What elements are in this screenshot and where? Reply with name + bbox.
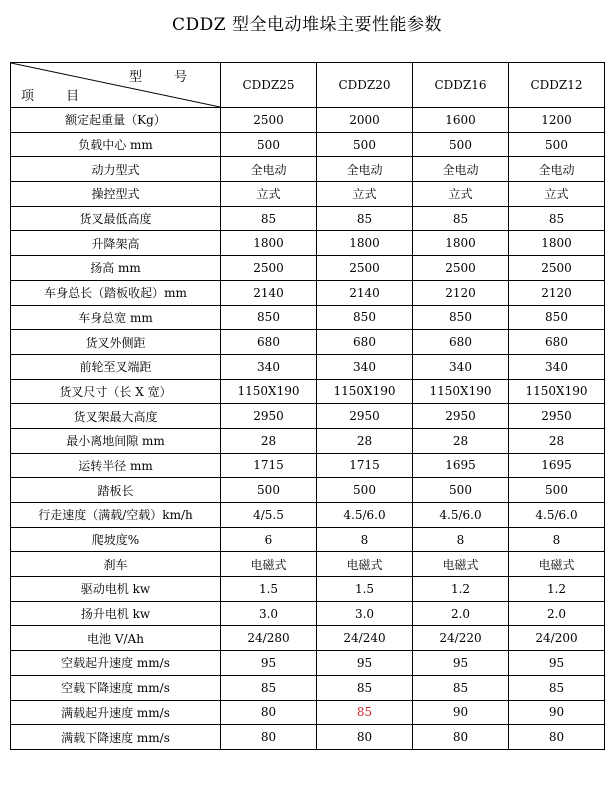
value-cell: 24/280 (221, 626, 317, 651)
value-cell: 立式 (509, 182, 605, 207)
value-cell: 全电动 (317, 157, 413, 182)
value-cell: 340 (317, 354, 413, 379)
value-cell: 4/5.5 (221, 503, 317, 528)
value-cell: 8 (509, 527, 605, 552)
value-cell: 500 (221, 478, 317, 503)
row-label: 额定起重量（Kg） (11, 108, 221, 133)
row-label: 踏板长 (11, 478, 221, 503)
table-row (11, 280, 605, 305)
row-label: 负载中心 mm (11, 132, 221, 157)
table-row (11, 404, 605, 429)
value-cell: 24/220 (413, 626, 509, 651)
table-row (11, 577, 605, 602)
value-cell: 2.0 (413, 601, 509, 626)
value-cell: 680 (221, 330, 317, 355)
value-cell: 2950 (317, 404, 413, 429)
value-cell: 2500 (221, 256, 317, 281)
table-row (11, 231, 605, 256)
value-cell: 1800 (413, 231, 509, 256)
value-cell: 1695 (413, 453, 509, 478)
value-cell: 24/240 (317, 626, 413, 651)
row-label: 刹车 (11, 552, 221, 577)
value-cell: 500 (413, 132, 509, 157)
value-cell: 85 (413, 206, 509, 231)
value-cell: 4.5/6.0 (509, 503, 605, 528)
model-header-cddz12: CDDZ12 (509, 63, 605, 108)
value-cell: 1715 (317, 453, 413, 478)
value-cell: 680 (413, 330, 509, 355)
value-cell: 85 (221, 675, 317, 700)
value-cell: 500 (509, 132, 605, 157)
value-cell: 2000 (317, 108, 413, 133)
value-cell: 340 (221, 354, 317, 379)
value-cell: 80 (413, 725, 509, 750)
table-row (11, 108, 605, 133)
table-row (11, 256, 605, 281)
value-cell: 1800 (221, 231, 317, 256)
table-row (11, 503, 605, 528)
row-label: 扬升电机 kw (11, 601, 221, 626)
value-cell: 28 (221, 428, 317, 453)
row-label: 货叉外侧距 (11, 330, 221, 355)
value-cell: 85 (509, 206, 605, 231)
table-row (11, 700, 605, 725)
value-cell: 全电动 (413, 157, 509, 182)
value-cell: 4.5/6.0 (317, 503, 413, 528)
value-cell: 1150X190 (221, 379, 317, 404)
value-cell: 500 (509, 478, 605, 503)
row-label: 货叉架最大高度 (11, 404, 221, 429)
value-cell: 2500 (221, 108, 317, 133)
row-label: 爬坡度% (11, 527, 221, 552)
value-cell: 8 (317, 527, 413, 552)
table-row (11, 132, 605, 157)
value-cell: 3.0 (317, 601, 413, 626)
table-row (11, 428, 605, 453)
value-cell: 85 (413, 675, 509, 700)
value-cell: 1.2 (509, 577, 605, 602)
value-cell: 90 (413, 700, 509, 725)
value-cell: 1695 (509, 453, 605, 478)
value-cell: 340 (509, 354, 605, 379)
value-cell: 85 (317, 675, 413, 700)
table-row (11, 552, 605, 577)
value-cell: 500 (317, 478, 413, 503)
value-cell: 2140 (221, 280, 317, 305)
value-cell: 850 (509, 305, 605, 330)
value-cell: 2120 (509, 280, 605, 305)
value-cell: 1.2 (413, 577, 509, 602)
model-header-cddz20: CDDZ20 (317, 63, 413, 108)
value-cell: 95 (317, 651, 413, 676)
row-label: 货叉尺寸（长 X 宽） (11, 379, 221, 404)
row-label: 电池 V/Ah (11, 626, 221, 651)
value-cell: 立式 (317, 182, 413, 207)
corner-item-label: 项 目 (21, 89, 94, 104)
value-cell: 电磁式 (413, 552, 509, 577)
table-row (11, 157, 605, 182)
value-cell: 2950 (509, 404, 605, 429)
row-label: 货叉最低高度 (11, 206, 221, 231)
row-label: 车身总长（踏板收起）mm (11, 280, 221, 305)
value-cell: 电磁式 (221, 552, 317, 577)
value-cell: 500 (317, 132, 413, 157)
value-cell: 90 (509, 700, 605, 725)
value-cell: 85 (317, 700, 413, 725)
value-cell: 500 (413, 478, 509, 503)
value-cell: 1150X190 (509, 379, 605, 404)
value-cell: 1600 (413, 108, 509, 133)
row-label: 驱动电机 kw (11, 577, 221, 602)
value-cell: 2500 (509, 256, 605, 281)
row-label: 扬高 mm (11, 256, 221, 281)
row-label: 满载起升速度 mm/s (11, 700, 221, 725)
value-cell: 2500 (413, 256, 509, 281)
value-cell: 80 (221, 725, 317, 750)
value-cell: 2500 (317, 256, 413, 281)
value-cell: 1800 (509, 231, 605, 256)
row-label: 车身总宽 mm (11, 305, 221, 330)
value-cell: 2120 (413, 280, 509, 305)
value-cell: 1800 (317, 231, 413, 256)
value-cell: 立式 (413, 182, 509, 207)
table-row (11, 651, 605, 676)
value-cell: 1200 (509, 108, 605, 133)
row-label: 满载下降速度 mm/s (11, 725, 221, 750)
value-cell: 立式 (221, 182, 317, 207)
table-row (11, 379, 605, 404)
value-cell: 95 (221, 651, 317, 676)
value-cell: 850 (413, 305, 509, 330)
value-cell: 2140 (317, 280, 413, 305)
value-cell: 1150X190 (317, 379, 413, 404)
value-cell: 4.5/6.0 (413, 503, 509, 528)
value-cell: 85 (221, 206, 317, 231)
value-cell: 全电动 (221, 157, 317, 182)
value-cell: 24/200 (509, 626, 605, 651)
value-cell: 2.0 (509, 601, 605, 626)
row-label: 最小离地间隙 mm (11, 428, 221, 453)
corner-model-label: 型 号 (129, 70, 202, 85)
value-cell: 850 (317, 305, 413, 330)
table-row (11, 330, 605, 355)
value-cell: 80 (509, 725, 605, 750)
value-cell: 28 (413, 428, 509, 453)
value-cell: 28 (317, 428, 413, 453)
spec-table (10, 62, 605, 750)
table-row (11, 305, 605, 330)
value-cell: 95 (413, 651, 509, 676)
value-cell: 电磁式 (317, 552, 413, 577)
table-row (11, 206, 605, 231)
value-cell: 电磁式 (509, 552, 605, 577)
value-cell: 全电动 (509, 157, 605, 182)
value-cell: 85 (317, 206, 413, 231)
value-cell: 85 (509, 675, 605, 700)
value-cell: 95 (509, 651, 605, 676)
document-title: CDDZ 型全电动堆垛主要性能参数 (172, 15, 442, 35)
value-cell: 850 (221, 305, 317, 330)
row-label: 操控型式 (11, 182, 221, 207)
table-row (11, 626, 605, 651)
table-row (11, 601, 605, 626)
value-cell: 28 (509, 428, 605, 453)
value-cell: 2950 (413, 404, 509, 429)
table-row (11, 453, 605, 478)
value-cell: 1.5 (317, 577, 413, 602)
table-row (11, 527, 605, 552)
table-row (11, 675, 605, 700)
corner-header-cell (11, 63, 221, 108)
row-label: 运转半径 mm (11, 453, 221, 478)
value-cell: 680 (317, 330, 413, 355)
row-label: 动力型式 (11, 157, 221, 182)
row-label: 行走速度（满载/空载）km/h (11, 503, 221, 528)
model-header-cddz16: CDDZ16 (413, 63, 509, 108)
value-cell: 1.5 (221, 577, 317, 602)
row-label: 空载下降速度 mm/s (11, 675, 221, 700)
header-row (11, 63, 605, 108)
value-cell: 1150X190 (413, 379, 509, 404)
value-cell: 340 (413, 354, 509, 379)
value-cell: 500 (221, 132, 317, 157)
value-cell: 8 (413, 527, 509, 552)
value-cell: 2950 (221, 404, 317, 429)
value-cell: 80 (221, 700, 317, 725)
table-row (11, 725, 605, 750)
table-row (11, 182, 605, 207)
table-row (11, 478, 605, 503)
value-cell: 80 (317, 725, 413, 750)
model-header-cddz25: CDDZ25 (221, 63, 317, 108)
value-cell: 1715 (221, 453, 317, 478)
value-cell: 6 (221, 527, 317, 552)
value-cell: 680 (509, 330, 605, 355)
table-row (11, 354, 605, 379)
value-cell: 3.0 (221, 601, 317, 626)
row-label: 空载起升速度 mm/s (11, 651, 221, 676)
row-label: 升降架高 (11, 231, 221, 256)
row-label: 前轮至叉端距 (11, 354, 221, 379)
